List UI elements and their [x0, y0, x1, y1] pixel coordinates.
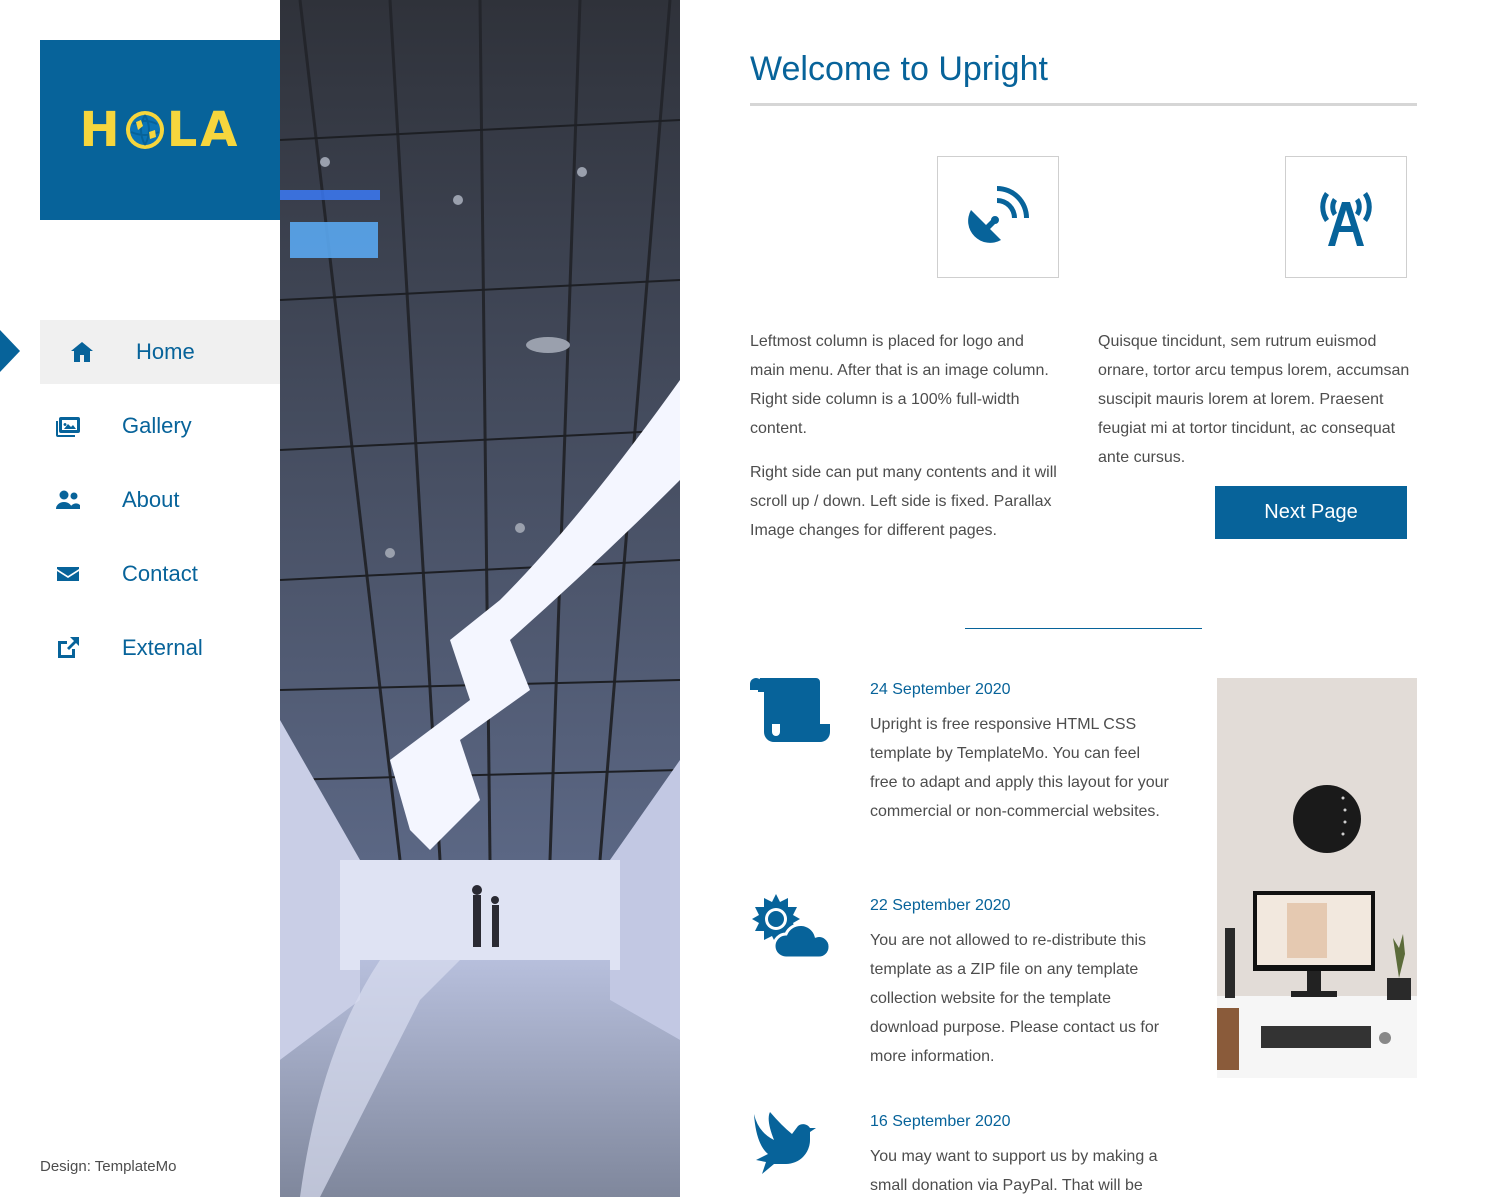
home-icon [68, 338, 96, 366]
nav-item-about[interactable] [40, 468, 280, 532]
next-page-button[interactable]: Next Page [1215, 486, 1407, 539]
users-icon [54, 486, 82, 514]
globe-icon [125, 110, 165, 150]
intro-paragraph-3: Quisque tincidunt, sem rutrum euismod ornare, tortor arcu tempus lorem, accumsan suscipit mauris lorem at lorem. Praesent feugiat mi at tortor tincidunt, ac consequat ante cursus. [1098, 333, 1410, 466]
active-indicator [0, 330, 20, 372]
nav-item-home[interactable] [40, 320, 280, 384]
nav-item-external[interactable] [40, 616, 280, 680]
dove-icon [750, 1110, 830, 1174]
post-text: Upright is free responsive HTML CSS template by TemplateMo. You can feel free to adapt and apply this layout for your commercial or non-commercial websites. [870, 716, 1169, 820]
feature-box-satellite [937, 156, 1059, 278]
intro-paragraph-2: Right side can put many contents and it will scroll up / down. Left side is fixed. Parallax Image changes for different pages. [750, 464, 1057, 539]
post-text: You may want to support us by making a small donation via PayPal. That will be [870, 1148, 1158, 1194]
scroll-icon [750, 678, 830, 742]
section-divider [965, 628, 1202, 629]
satellite-dish-icon [963, 182, 1033, 252]
images-icon [54, 412, 82, 440]
intro-paragraph-1: Leftmost column is placed for logo and main menu. After that is an image column. Right side column is a 100% full-width content. [750, 333, 1049, 437]
sidebar [0, 0, 280, 1197]
external-link-icon [54, 634, 82, 662]
design-credit: Design: TemplateMo [40, 1158, 177, 1175]
feature-box-tower [1285, 156, 1407, 278]
logo-text [80, 102, 241, 158]
nav-item-gallery[interactable] [40, 394, 280, 458]
workspace-photo [1217, 678, 1417, 1078]
post-date: 24 September 2020 [870, 681, 1011, 698]
envelope-icon [54, 560, 82, 588]
title-divider [750, 103, 1417, 106]
logo-letters-la: LA [166, 102, 241, 158]
post-date: 22 September 2020 [870, 897, 1011, 914]
post-date: 16 September 2020 [870, 1113, 1011, 1130]
nav-label: Home [136, 339, 195, 364]
nav-label: External [122, 635, 203, 660]
broadcast-tower-icon [1311, 182, 1381, 252]
logo-letter-h: H [79, 102, 123, 158]
nav-label: Contact [122, 561, 198, 586]
cloud-sun-icon [750, 894, 830, 958]
nav-label: Gallery [122, 413, 192, 438]
main-menu [40, 320, 280, 690]
nav-label: About [122, 487, 180, 512]
parallax-image [280, 0, 680, 1197]
tunnel-photo [280, 0, 680, 1197]
post-text: You are not allowed to re-distribute this template as a ZIP file on any template collection website for the template download purpose. Please contact us for more information. [870, 932, 1160, 1065]
page-title: Welcome to Upright [750, 50, 1048, 88]
logo[interactable] [40, 40, 280, 220]
nav-item-contact[interactable] [40, 542, 280, 606]
workspace-illustration [1217, 678, 1417, 1078]
